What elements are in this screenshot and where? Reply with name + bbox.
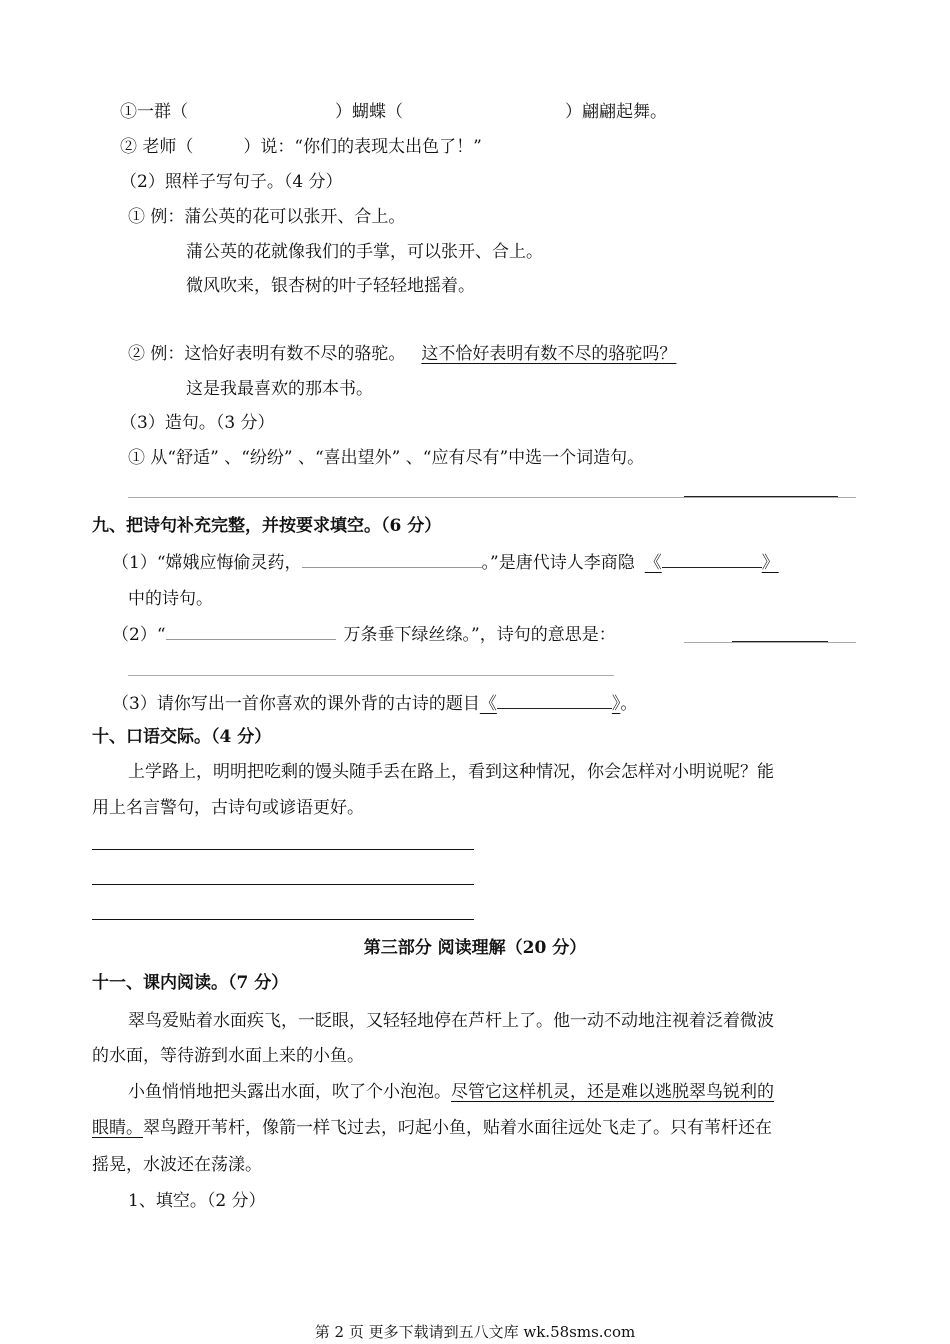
q9-item2-a: （2）“: [112, 625, 166, 645]
q11-p2-line2: [92, 1116, 772, 1140]
q9-item1-a: （1）“嫦娥应悔偷灵药，: [112, 553, 302, 573]
q11-p2-line3: 摇晃，水波还在荡漾。: [92, 1155, 262, 1175]
answer-blank[interactable]: [166, 621, 336, 640]
q11-p2-line1: [128, 1080, 774, 1104]
q8-3-title: （3）造句。（3 分）: [120, 413, 275, 433]
page-footer: 第 2 页 更多下载请到五八文库 wk.58sms.com: [314, 1323, 636, 1341]
q8-2-title: （2）照样子写句子。（4 分）: [120, 172, 343, 192]
q9-item1-cont: 中的诗句。: [128, 589, 213, 609]
q8-2-example2-model: 这不恰好表明有数不尽的骆驼吗？: [421, 344, 677, 364]
q8-2-example2-task: 这是我最喜欢的那本书。: [186, 379, 373, 399]
q8-2-example2-text: ② 例：这恰好表明有数不尽的骆驼。: [128, 344, 406, 364]
q8-1-line1-c: ）翩翩起舞。: [565, 102, 667, 122]
q9-item3-a: （3）请你写出一首你喜欢的课外背的古诗的题目: [112, 694, 480, 714]
q8-1-line2: [120, 135, 482, 159]
q9-item1-b: 。”是唐代诗人李商隐: [481, 553, 635, 573]
part3-title: 第三部分 阅读理解（20 分）: [363, 938, 587, 958]
q9-item3-end: 。: [620, 694, 638, 714]
answer-line[interactable]: [92, 849, 474, 850]
q11-sub1: 1、填空。（2 分）: [128, 1191, 266, 1211]
q8-1-line2-b: ）说：“你们的表现太出色了！”: [243, 137, 482, 157]
q9-item1: [112, 549, 779, 575]
answer-line[interactable]: [684, 642, 856, 643]
q9-item3-book-close: 》: [611, 694, 621, 714]
q9-item1-book-close: 》: [761, 553, 779, 573]
q9-item3: [112, 690, 637, 716]
answer-line[interactable]: [128, 497, 856, 498]
q11-p1-line2: 的水面，等待游到水面上来的小鱼。: [92, 1046, 364, 1066]
q11-p1-line1: 翠鸟爱贴着水面疾飞，一眨眼，又轻轻地停在芦杆上了。他一动不动地注视着泛着微波: [128, 1011, 774, 1031]
q11-p2-line1-a: 小鱼悄悄地把头露出水面，吹了个小泡泡。: [128, 1082, 451, 1102]
q8-2-example2: [128, 342, 676, 366]
q9-item1-book-open: 《: [644, 553, 662, 573]
q8-1-line2-a: ② 老师（: [120, 137, 194, 157]
q8-1-line1-a: ①一群（: [120, 102, 188, 122]
answer-line[interactable]: [92, 919, 474, 920]
q9-item2-b: 万条垂下绿丝绦。”，诗句的意思是：: [343, 625, 616, 645]
answer-line-dark: [732, 641, 828, 642]
answer-blank[interactable]: [302, 549, 482, 568]
q8-1-line1-b: ）蝴蝶（: [335, 102, 403, 122]
q10-title: 十、口语交际。（4 分）: [92, 727, 272, 747]
answer-blank[interactable]: [662, 549, 762, 568]
answer-line-dark: [684, 496, 838, 497]
q10-text1: 上学路上，明明把吃剩的馒头随手丢在路上，看到这种情况，你会怎样对小明说呢？能: [128, 762, 774, 782]
q11-p2-line2-underlined: 眼睛。: [92, 1118, 143, 1138]
q8-1-line1: [120, 100, 667, 124]
q8-2-example1-task: 微风吹来，银杏树的叶子轻轻地摇着。: [186, 276, 475, 296]
q9-item2: [112, 621, 616, 647]
q9-title: 九、把诗句补充完整，并按要求填空。（6 分）: [92, 516, 442, 536]
q11-title: 十一、课内阅读。（7 分）: [92, 973, 289, 993]
q11-p2-line1-underlined: 尽管它这样机灵，还是难以逃脱翠鸟锐利的: [451, 1082, 774, 1102]
answer-blank[interactable]: [497, 690, 612, 709]
q8-2-example1: ① 例：蒲公英的花可以张开、合上。: [128, 207, 406, 227]
answer-line[interactable]: [128, 675, 614, 676]
q10-text2: 用上名言警句，古诗句或谚语更好。: [92, 798, 364, 818]
q8-3-task: ① 从“舒适” 、“纷纷” 、“喜出望外” 、“应有尽有”中选一个词造句。: [128, 448, 645, 468]
answer-line[interactable]: [92, 884, 474, 885]
q11-p2-line2-b: 翠鸟蹬开苇杆，像箭一样飞过去，叼起小鱼，贴着水面往远处飞走了。只有苇杆还在: [143, 1118, 772, 1138]
q9-item3-book-open: 《: [479, 694, 497, 714]
q8-2-example1-model: 蒲公英的花就像我们的手掌，可以张开、合上。: [186, 242, 543, 262]
